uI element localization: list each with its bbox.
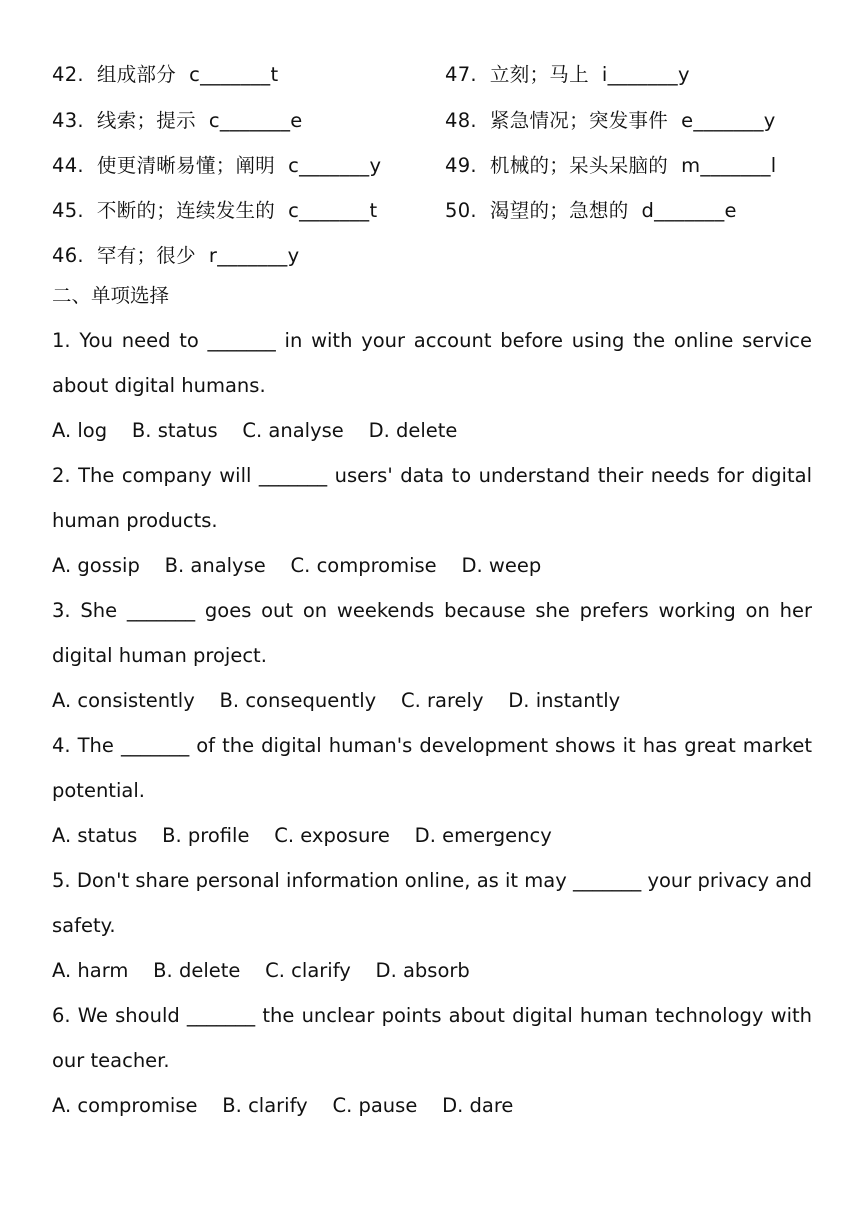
question-1-text: 1. You need to _______ in with your account before using the online service — [52, 329, 812, 352]
question-3-text-cont: digital human project. — [52, 644, 267, 667]
question-5-text: 5. Don't share personal information online, as it may _______ your privacy and — [52, 869, 812, 892]
question-6-text-cont: our teacher. — [52, 1049, 170, 1072]
question-4-text-cont: potential. — [52, 779, 145, 802]
section-title: 二、单项选择 — [52, 284, 170, 307]
vocab-item-50: 50. 渴望的；急想的 d_______e — [445, 199, 737, 222]
question-6-options: A. compromise B. clarify C. pause D. dare — [52, 1094, 514, 1117]
question-4-options: A. status B. profile C. exposure D. emergency — [52, 824, 552, 847]
vocab-item-43: 43. 线索；提示 c_______e — [52, 109, 303, 132]
vocab-item-44: 44. 使更清晰易懂；阐明 c_______y — [52, 154, 382, 177]
vocab-item-45: 45. 不断的；连续发生的 c_______t — [52, 199, 378, 222]
question-3-options: A. consistently B. consequently C. rarely D. instantly — [52, 689, 621, 712]
vocab-item-46: 46. 罕有；很少 r_______y — [52, 244, 300, 267]
question-2-text: 2. The company will _______ users' data to understand their needs for digital — [52, 464, 812, 487]
vocab-item-42: 42. 组成部分 c_______t — [52, 63, 279, 86]
question-5-text-cont: safety. — [52, 914, 116, 937]
question-2-text-cont: human products. — [52, 509, 218, 532]
question-3-text: 3. She _______ goes out on weekends because she prefers working on her — [52, 599, 812, 622]
question-4-text: 4. The _______ of the digital human's development shows it has great market — [52, 734, 812, 757]
question-1-options: A. log B. status C. analyse D. delete — [52, 419, 458, 442]
vocab-item-47: 47. 立刻；马上 i_______y — [445, 63, 690, 86]
vocab-item-48: 48. 紧急情况；突发事件 e_______y — [445, 109, 776, 132]
question-5-options: A. harm B. delete C. clarify D. absorb — [52, 959, 470, 982]
question-2-options: A. gossip B. analyse C. compromise D. weep — [52, 554, 542, 577]
question-1-text-cont: about digital humans. — [52, 374, 266, 397]
vocab-item-49: 49. 机械的；呆头呆脑的 m_______l — [445, 154, 777, 177]
question-6-text: 6. We should _______ the unclear points about digital human technology with — [52, 1004, 812, 1027]
